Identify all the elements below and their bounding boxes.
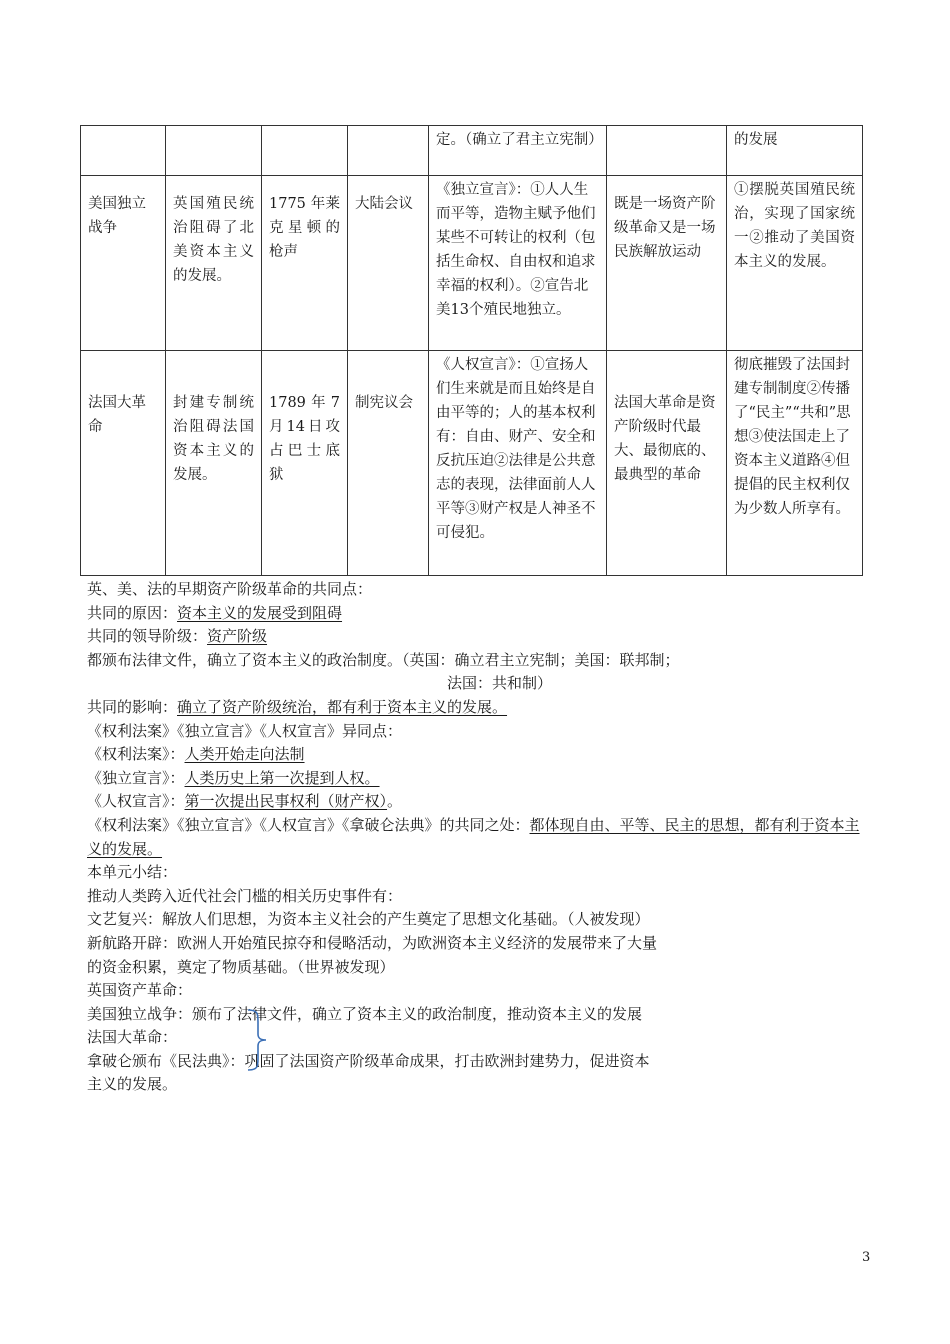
impact-label: 共同的影响： [87,697,178,716]
common-impact [87,696,887,720]
cell-org [348,126,429,176]
cell-nature: 既是一场资产阶级革命又是一场民族解放运动 [607,176,727,351]
leader-label: 共同的领导阶级： [87,627,208,646]
french-revolution-line: 法国大革命： [87,1028,178,1047]
doc-label: 《独立宣言》： [87,768,185,787]
law-line: 都颁布法律文件，确立了资本主义的政治制度。（英国：确立君主立宪制；美国：联邦制； [87,650,680,669]
law-line-2: 法国：共和制） [447,674,553,693]
doc-tail: 。 [387,792,403,811]
common-cause [87,602,887,626]
american-war-line: 美国独立战争：颁布了法律文件，确立了资本主义的政治制度，推动资本主义的发展 [87,1004,643,1023]
push-title: 推动人类跨入近代社会门槛的相关历史事件有： [87,886,403,905]
cell-nature [607,126,727,176]
cell-event: 美国独立战争 [81,176,166,351]
cell-impact: 彻底摧毁了法国封建专制制度②传播了“民主”“共和”思想③使法国走上了资本主义道路④但提倡的民主权利仅为少数人所享有。 [727,351,863,576]
doc-value: 人类历史上第一次提到人权。 [184,768,380,787]
cell-nature: 法国大革命是资产阶级时代最大、最彻底的、最典型的革命 [607,351,727,576]
doc-value: 第一次提出民事权利（财产权） [184,792,388,811]
impact-value: 确立了资产阶级统治，都有利于资本主义的发展。 [177,697,508,716]
cell-event [81,126,166,176]
summary-title: 本单元小结： [87,863,178,882]
cell-event: 法国大革命 [81,351,166,576]
shared-points [87,814,872,861]
doc-label: 《权利法案》： [87,745,185,764]
cell-cause: 封建专制统治阻碍法国资本主义的发展。 [166,351,262,576]
brace-icon [246,1008,268,1072]
cell-doc: 《独立宣言》：①人人生而平等，造物主赋予他们某些不可转让的权利（包括生命权、自由权和追求幸福的权利）。②宣告北美13个殖民地独立。 [429,176,607,351]
notes-section [87,578,887,1097]
cell-cause [166,126,262,176]
doc-label: 《人权宣言》： [87,792,185,811]
cell-start: 1789年7月14日攻占巴士底狱 [262,351,348,576]
table-row [81,351,863,576]
cause-value: 资本主义的发展受到阻碍 [177,603,343,622]
table-row [81,126,863,176]
doc-bill-of-rights [87,743,887,767]
cell-start: 1775 年莱克星顿的枪声 [262,176,348,351]
shared-prefix: 《权利法案》《独立宣言》《人权宣言》《拿破仑法典》的共同之处： [87,815,530,834]
cell-org: 制宪议会 [348,351,429,576]
page-number: 3 [862,1250,871,1265]
cell-org: 大陆会议 [348,176,429,351]
cell-start [262,126,348,176]
table-row [81,176,863,351]
cell-impact: 的发展 [727,126,863,176]
docs-title: 《权利法案》《独立宣言》《人权宣言》异同点： [87,721,403,740]
napoleon-line-2: 主义的发展。 [87,1075,178,1094]
new-route-line-1: 新航路开辟：欧洲人开始殖民掠夺和侵略活动，为欧洲资本主义经济的发展带来了大量 [87,933,658,952]
cell-doc: 定。（确立了君主立宪制） [429,126,607,176]
doc-rights-of-man [87,790,887,814]
english-revolution-line: 英国资产革命： [87,981,193,1000]
cell-cause: 英国殖民统治阻碍了北美资本主义的发展。 [166,176,262,351]
new-route-line-2: 的资金积累，奠定了物质基础。（世界被发现） [87,957,395,976]
cell-impact: ①摆脱英国殖民统治，实现了国家统一②推动了美国资本主义的发展。 [727,176,863,351]
cause-label: 共同的原因： [87,603,178,622]
renaissance-line: 文艺复兴：解放人们思想，为资本主义社会的产生奠定了思想文化基础。（人被发现） [87,910,650,929]
doc-declaration-independence [87,767,887,791]
doc-value: 人类开始走向法制 [184,745,305,764]
napoleon-line-1: 拿破仑颁布《民法典》：巩固了法国资产阶级革命成果，打击欧洲封建势力，促进资本 [87,1051,650,1070]
revolution-table [80,125,863,576]
leader-value: 资产阶级 [207,627,268,646]
common-title: 英、美、法的早期资产阶级革命的共同点： [87,580,373,598]
cell-doc: 《人权宣言》：①宣扬人们生来就是而且始终是自由平等的；人的基本权利有：自由、财产、安全和反抗压迫②法律是公共意志的表现，法律面前人人平等③财产权是人神圣不可侵犯。 [429,351,607,576]
common-leader [87,625,887,649]
shared-value: 都体现自由、平等、民主的思想，都有利于资本主义的发展。 [87,815,860,858]
